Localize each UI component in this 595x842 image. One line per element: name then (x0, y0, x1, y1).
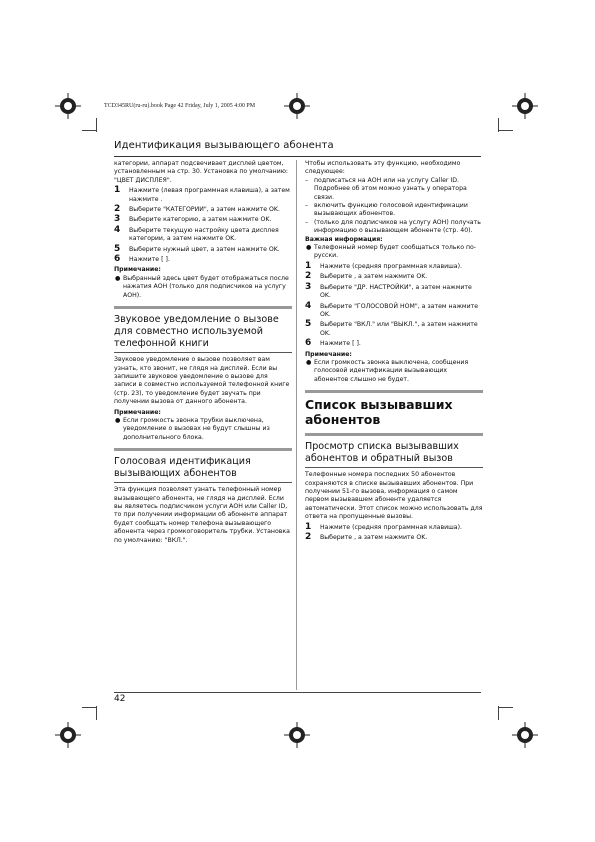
crop-mark (499, 707, 513, 708)
step-number: 1 (114, 185, 121, 196)
column-divider (296, 160, 297, 690)
step-text: Нажмите [ ]. (129, 256, 170, 264)
step-4 (114, 224, 292, 244)
step-text: Выберите "ГОЛОСОВОЙ НОМ", а затем нажмите OK. (320, 302, 479, 318)
step-6 (114, 256, 292, 264)
step-number: 2 (305, 271, 312, 282)
registration-mark-top-center (284, 93, 310, 119)
step-text: Выберите нужный цвет, а затем нажмите OK. (129, 245, 280, 253)
registration-mark-top-right (512, 93, 538, 119)
heading-talking-caller-id: Голосовая идентификация вызывающих абонентов (114, 456, 251, 480)
step-text: Нажмите (средняя программная клавиша). (320, 523, 462, 531)
step-text: Выберите "ДР. НАСТРОЙКИ", а затем нажмите OK. (320, 283, 472, 300)
step-text: Выберите текущую настройку цвета дисплея категории, а затем нажмите OK. (129, 226, 279, 243)
step-6 (305, 340, 483, 348)
dash-icon: – (305, 176, 309, 184)
bullet-icon: ● (306, 358, 312, 366)
note-title: Примечание: (114, 266, 161, 274)
crop-mark (499, 130, 513, 131)
step-number: 1 (305, 260, 312, 271)
heading-underline (114, 482, 292, 483)
step-text: Нажмите [ ]. (320, 340, 361, 348)
step-number: 5 (305, 319, 312, 330)
crop-mark (498, 706, 499, 720)
step-number: 3 (114, 214, 121, 225)
note-item (114, 417, 292, 442)
step-1 (305, 521, 483, 532)
registration-mark-bottom-left (55, 722, 81, 748)
step-4 (305, 300, 483, 320)
bullet-icon: ● (115, 274, 121, 282)
step-3 (305, 281, 483, 301)
step-1 (114, 187, 292, 204)
step-number: 1 (305, 521, 312, 532)
registration-mark-bottom-center (284, 722, 310, 748)
heading-underline (114, 352, 292, 353)
registration-mark-bottom-right (512, 722, 538, 748)
step-number: 4 (114, 224, 121, 235)
section-title: Список вызывавших абонентов (305, 390, 483, 427)
bullet-icon: ● (306, 244, 312, 252)
dash-text: подписаться на АОН или на услугу Caller ID. Подробнее об этом можно узнать у оператора связи. (314, 176, 467, 201)
step-number: 6 (114, 254, 121, 265)
registration-mark-top-left (55, 93, 81, 119)
dash-item (305, 202, 483, 219)
note-item (305, 359, 483, 384)
step-number: 5 (114, 243, 121, 254)
step-5 (305, 321, 483, 338)
left-column (114, 160, 292, 545)
dash-icon: – (305, 218, 309, 226)
step-3 (114, 216, 292, 224)
step-2 (114, 206, 292, 214)
caller-list-text: Телефонные номера последних 50 абонентов сохраняются в списке вызывавших абонентов. При получении 51-го вызова, информация о самом первом вызывавшем абоненте удаляется автоматически. Этот список можно использовать для ответа на пропущенные вызовы. (305, 471, 483, 521)
dash-icon: – (305, 202, 309, 210)
important-text: Телефонный номер будет сообщаться только по-русски. (314, 244, 477, 260)
note-text: Если громкость звонка трубки выключена, уведомление о вызовах не будут слышны из дополнительного блока. (123, 416, 270, 441)
header-divider (114, 156, 481, 157)
heading-voice-alert: Звуковое уведомление о вызове для совместно используемой телефонной книги (114, 314, 279, 350)
step-text: Нажмите (средняя программная клавиша). (320, 262, 462, 270)
bullet-icon: ● (115, 416, 121, 424)
print-info: TCD345RU(ru-ru).book Page 42 Friday, July 1, 2005 4:00 PM (104, 103, 256, 109)
note-text: Выбранный здесь цвет будет отображаться после нажатия АОН (только для подписчиков на услугу АОН). (123, 274, 289, 299)
note-item (114, 275, 292, 300)
right-column (305, 160, 483, 542)
crop-mark (82, 130, 96, 131)
step-number: 2 (305, 532, 312, 542)
intro-text: категории, аппарат подсвечивает дисплей цветом, установленным на стр. 30. Установка по умолчанию: "ЦВЕТ ДИСПЛЕЯ". (114, 160, 289, 184)
step-2 (305, 273, 483, 281)
crop-mark (82, 707, 96, 708)
step-text: Выберите категорию, а затем нажмите OK. (129, 216, 272, 224)
step-number: 4 (305, 300, 312, 311)
step-text: Выберите "КАТЕГОРИИ", а затем нажмите OK. (129, 206, 280, 214)
step-5 (114, 243, 292, 254)
dash-item (305, 219, 483, 236)
caller-text: Эта функция позволяет узнать телефонный номер вызывающего абонента, не глядя на дисплей. Если вы являетесь подписчиком услуги АОН или Caller ID, то при получении информации об абоненте аппарат будет сообщать номер телефона вызывающего абонента через громкоговоритель трубки. Установка по умолчанию: "ВКЛ.". (114, 486, 290, 544)
intro-text: Чтобы использовать эту функцию, необходимо следующее: (305, 160, 461, 176)
page-title: Идентификация вызывающего абонента (114, 140, 334, 151)
section-divider (114, 306, 292, 309)
heading-underline (305, 467, 483, 468)
step-text: Выберите "ВКЛ." или "ВЫКЛ.", а затем нажмите OK. (320, 321, 478, 337)
crop-mark (96, 118, 97, 132)
note-text: Если громкость звонка выключена, сообщения голосовой идентификации вызывающих абонентов слышно не будет. (314, 358, 469, 383)
heading-caller-list: Просмотр списка вызывавших абонентов и обратный вызов (305, 441, 459, 465)
step-number: 6 (305, 338, 312, 349)
dash-text: (только для подписчиков на услугу АОН) получать информацию о вызывающем абоненте (стр. 40). (314, 218, 481, 235)
section-divider (305, 433, 483, 436)
note-title: Примечание: (114, 408, 161, 416)
page-number: 42 (114, 694, 126, 704)
voice-text: Звуковое уведомление о вызове позволяет вам узнать, кто звонит, не глядя на дисплей. Если вы запишите звуковое уведомление о вызове для записи в совместно используемой телефонной книге (стр. 23), то уведомление будет звучать при получении вызова от данного абонента. (114, 356, 290, 406)
dash-item (305, 177, 483, 202)
important-title: Важная информация: (305, 235, 383, 243)
dash-text: включить функцию голосовой идентификации вызывающих абонентов. (314, 202, 468, 218)
step-text: Выберите , а затем нажмите OK. (320, 273, 428, 281)
crop-mark (96, 706, 97, 720)
important-item (305, 244, 483, 261)
step-number: 2 (114, 204, 121, 215)
step-1 (305, 260, 483, 271)
step-2 (305, 534, 483, 542)
footer-divider (114, 692, 481, 693)
section-divider (114, 448, 292, 451)
step-text: Нажмите (левая программная клавиша), а затем нажмите . (129, 187, 290, 203)
step-text: Выберите , а затем нажмите OK. (320, 534, 428, 541)
note-title: Примечание: (305, 350, 352, 358)
step-number: 3 (305, 281, 312, 292)
